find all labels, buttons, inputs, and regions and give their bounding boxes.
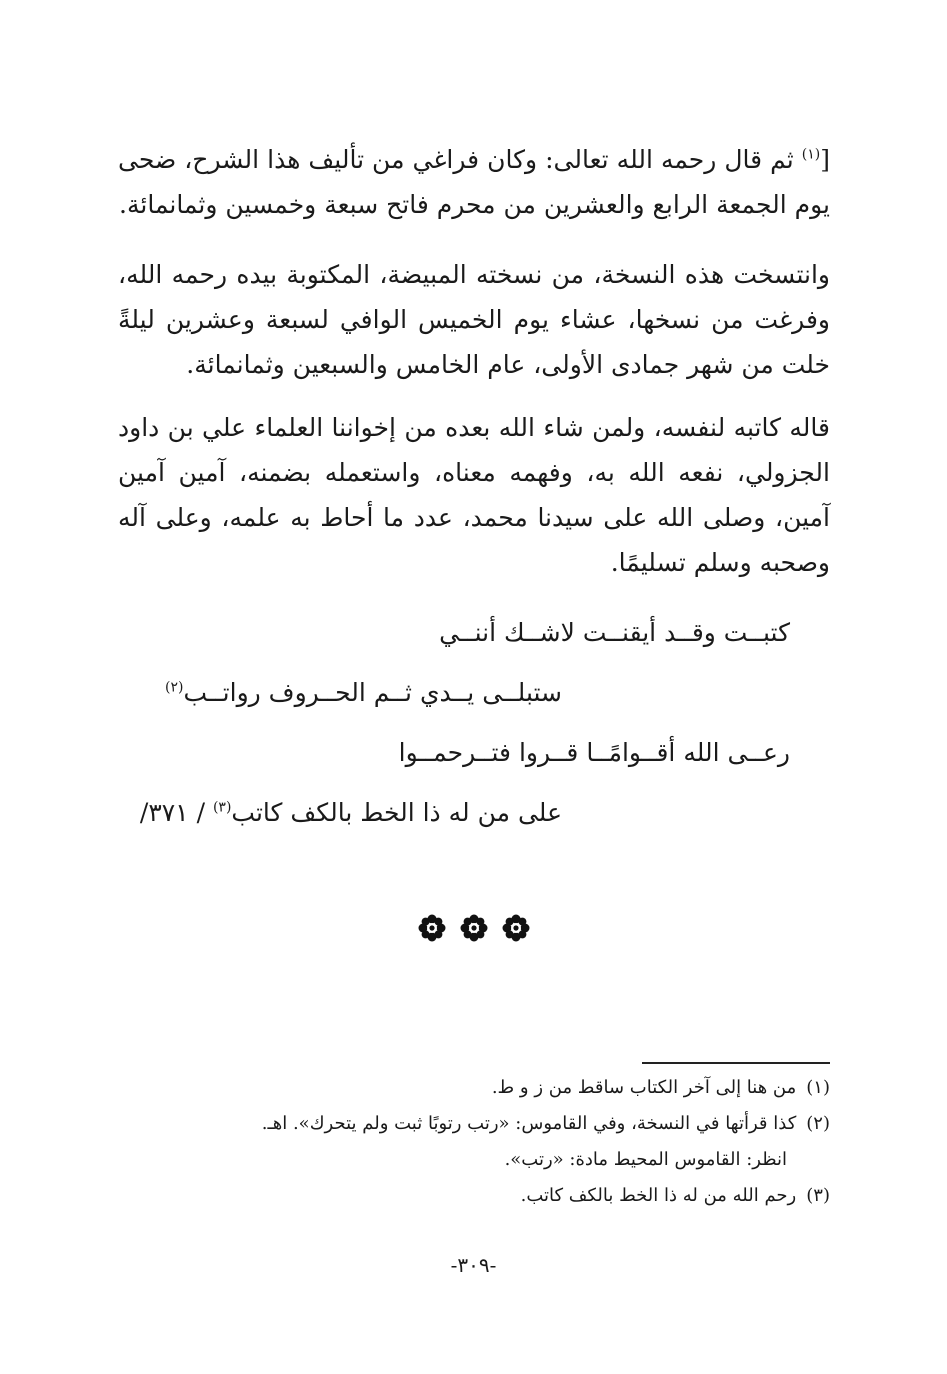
footnote-ref-2[interactable]: (٢) — [165, 679, 184, 696]
page-number: -٣٠٩- — [450, 1253, 497, 1277]
scribe-paragraph: قاله كاتبه لنفسه، ولمن شاء الله بعده من إخواننا العلماء علي بن داود الجزولي، نفعه الله به، وفهمه معناه، واستعمله بضمنه، آمين آمين آمين، وصلى الله على سيدنا محمد، عدد ما أحاط به علمه، وعلى آله وصحبه وسلم تسليمًا. — [118, 413, 830, 577]
footnote-ref-1[interactable]: (١) — [801, 146, 821, 163]
footnote-3-number: (٣) — [806, 1185, 830, 1206]
footnote-2-continuation: انظر: القاموس المحيط مادة: «رتب». — [504, 1149, 787, 1170]
footnote-1 — [492, 1073, 830, 1103]
poem-line-3: رعــى الله أقــوامًــا قــروا فتــرحمــوا — [398, 738, 790, 767]
poem-line-2 — [165, 673, 562, 713]
poem-line-1: كتبــت وقــد أيقنــت لاشــك أننــي — [439, 618, 790, 647]
closing-paragraph-text: ثم قال رحمه الله تعالى: وكان فراغي من تأليف هذا الشرح، ضحى يوم الجمعة الرابع والعشرين من محرم فاتح سبعة وخمسين وثمانمائة. — [118, 145, 830, 219]
bracket-marker: [ — [820, 145, 831, 174]
footnote-1-number: (١) — [806, 1077, 830, 1098]
flower-ornament-icon — [418, 914, 446, 942]
footnote-3-text: رحم الله من له ذا الخط بالكف كاتب. — [520, 1185, 797, 1206]
footnote-divider — [642, 1062, 830, 1064]
poem-line-4-text: على من له ذا الخط بالكف كاتب — [231, 798, 562, 827]
poem-line-4 — [140, 793, 562, 833]
footnote-2 — [262, 1109, 830, 1139]
section-end-ornaments — [418, 914, 530, 942]
footnote-ref-3[interactable]: (٣) — [212, 799, 232, 816]
copy-note-paragraph: وانتسخت هذه النسخة، من نسخته المبيضة، المكتوبة بيده رحمه الله، وفرغت من نسخها، عشاء يوم الخميس الوافي لسبعة وعشرين ليلةً خلت من شهر جمادى الأولى، عام الخامس والسبعين وثمانمائة. — [118, 260, 830, 379]
footnote-1-text: من هنا إلى آخر الكتاب ساقط من ز و ط. — [491, 1077, 797, 1098]
manuscript-folio-ref: / ٣٧١/ — [139, 798, 213, 827]
flower-ornament-icon — [502, 914, 530, 942]
closing-paragraph — [118, 137, 830, 227]
poem-line-2-text: ستبلــى يــدي ثــم الحــروف رواتــب — [183, 678, 562, 707]
flower-ornament-icon — [460, 914, 488, 942]
footnote-2-text: كذا قرأتها في النسخة، وفي القاموس: «رتب رتوبًا ثبت ولم يتحرك». اهـ. — [261, 1113, 797, 1134]
footnote-2-number: (٢) — [806, 1113, 830, 1134]
footnote-3 — [521, 1181, 830, 1211]
